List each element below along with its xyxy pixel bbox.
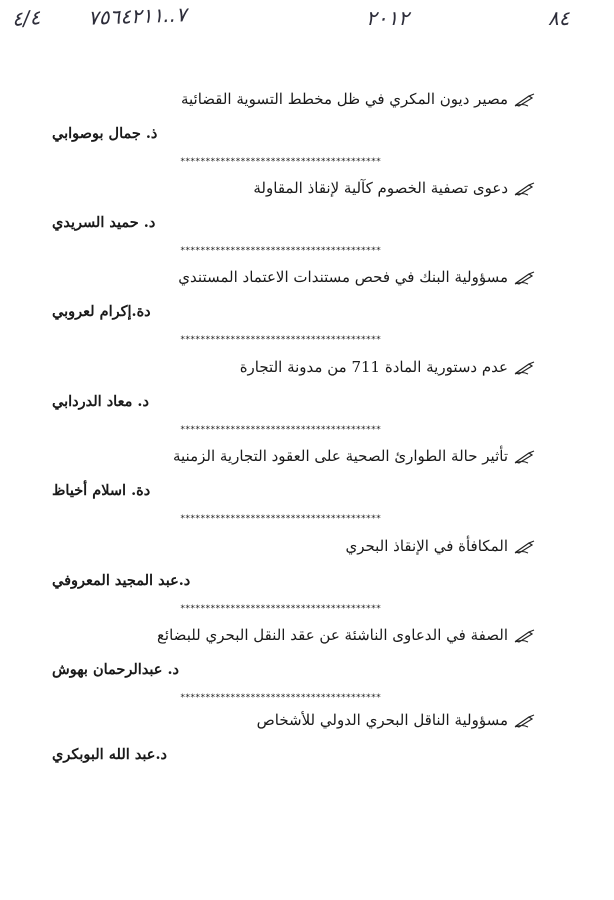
pen-writing-icon <box>514 714 536 728</box>
asterisk-divider: **************************************** <box>180 246 381 256</box>
pen-writing-icon <box>514 93 536 107</box>
toc-entry <box>0 709 614 795</box>
asterisk-divider: **************************************** <box>180 335 381 345</box>
toc-entry <box>0 624 614 710</box>
toc-entry <box>0 266 614 352</box>
article-author: دة.إكرام لعروبي <box>52 303 151 320</box>
asterisk-divider: **************************************** <box>180 425 381 435</box>
article-title: مصير ديون المكري في ظل مخطط التسوية القضائية <box>180 90 508 108</box>
toc-entry <box>0 177 614 263</box>
asterisk-divider: **************************************** <box>180 693 381 703</box>
toc-title-row <box>257 709 536 731</box>
handwritten-year: ٢٠١٢ <box>366 6 409 30</box>
article-title: مسؤولية البنك في فحص مستندات الاعتماد المستندي <box>178 268 508 286</box>
handwritten-page-number: ٨٤ <box>548 6 570 30</box>
toc-title-row <box>181 88 536 110</box>
toc-title-row <box>240 356 536 378</box>
toc-entry <box>0 535 614 621</box>
article-author: د.عبد المجيد المعروفي <box>52 572 191 589</box>
article-author: د. معاد الدردابي <box>52 393 149 410</box>
pen-writing-icon <box>514 271 536 285</box>
handwritten-reference-number: ٧..٧٥٦٤٢١١ <box>87 2 188 30</box>
asterisk-divider: **************************************** <box>180 157 381 167</box>
article-author: د. عبدالرحمان بهوش <box>52 661 180 678</box>
toc-entry <box>0 356 614 442</box>
article-title: الصفة في الدعاوى الناشئة عن عقد النقل البحري للبضائع <box>156 626 508 644</box>
pen-writing-icon <box>514 540 536 554</box>
handwritten-fraction: ٤/٤ <box>11 5 42 31</box>
toc-title-row <box>173 445 536 467</box>
toc-title-row <box>178 266 536 288</box>
toc-title-row <box>253 177 536 199</box>
toc-title-row <box>157 624 536 646</box>
article-title: المكافأة في الإنقاذ البحري <box>345 537 508 555</box>
pen-writing-icon <box>514 182 536 196</box>
pen-writing-icon <box>514 361 536 375</box>
article-title: دعوى تصفية الخصوم كآلية لإنقاذ المقاولة <box>253 179 508 197</box>
article-title: تأثير حالة الطوارئ الصحية على العقود التجارية الزمنية <box>172 447 508 465</box>
toc-entry <box>0 88 614 174</box>
toc-title-row <box>345 535 536 557</box>
article-title: عدم دستورية المادة 711 من مدونة التجارة <box>239 358 508 376</box>
article-author: ذ. جمال بوصوابي <box>52 125 158 142</box>
pen-writing-icon <box>514 629 536 643</box>
pen-writing-icon <box>514 450 536 464</box>
toc-entry <box>0 445 614 531</box>
article-title: مسؤولية الناقل البحري الدولي للأشخاص <box>256 711 508 729</box>
article-author: د. حميد السريدي <box>52 214 156 231</box>
article-author: د.عبد الله البوبكري <box>52 746 167 763</box>
asterisk-divider: **************************************** <box>180 514 381 524</box>
article-author: دة. اسلام أخياظ <box>52 482 151 499</box>
asterisk-divider: **************************************** <box>180 604 381 614</box>
